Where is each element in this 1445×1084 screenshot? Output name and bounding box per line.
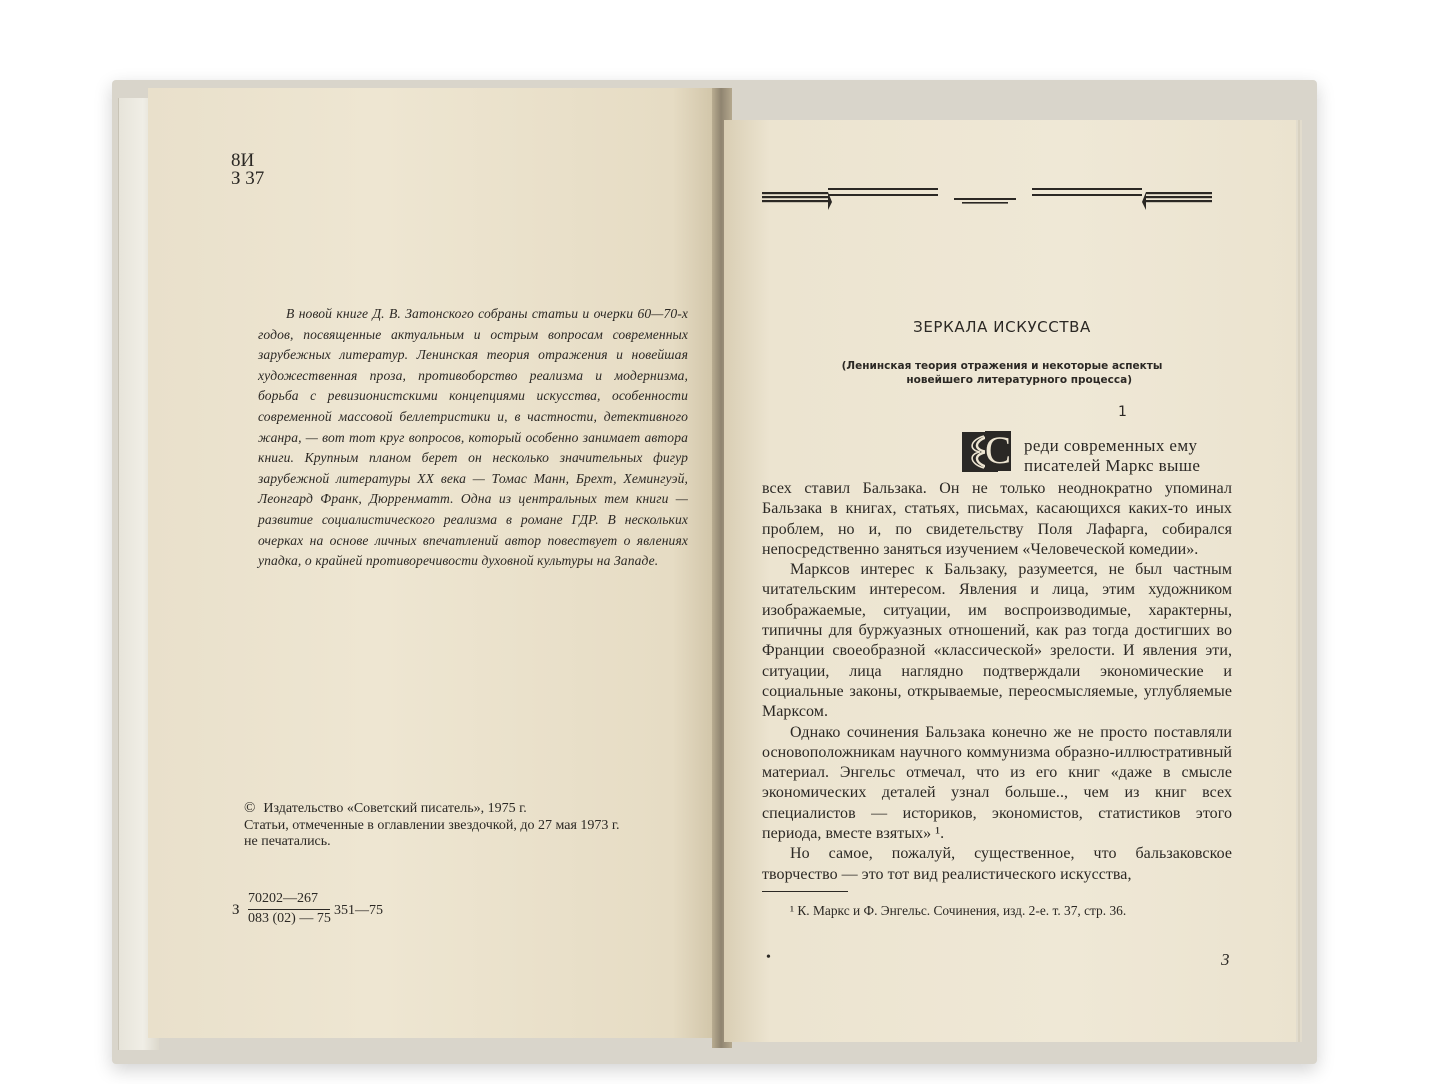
signature-mark: •	[766, 950, 771, 965]
index-fraction-rule	[248, 909, 330, 910]
footnote: ¹ К. Маркс и Ф. Энгельс. Сочинения, изд. 2-е. т. 37, стр. 36.	[790, 903, 1127, 918]
paragraph: всех ставил Бальзака. Он не только неоднократно упоминал Бальзака в книгах, статьях, письмах, касающихся каких-то иных проблем, но и, по свидетельству Поля Лафарга, собирался непосредственно заняться изучением «Человеческой комедии».	[762, 480, 1232, 558]
chapter-ornament	[762, 182, 1212, 212]
index-denominator: 083 (02) — 75	[248, 911, 331, 926]
chapter-subtitle-line2: новейшего литературного процесса)	[906, 374, 1132, 386]
chapter-subtitle-line1: (Ленинская теория отражения и некоторые аспекты	[841, 360, 1163, 372]
index-suffix: 351—75	[334, 903, 383, 918]
copyright-text: Издательство «Советский писатель», 1975 г.	[263, 801, 527, 816]
index-prefix: З	[232, 902, 240, 918]
footnote-rule	[762, 891, 848, 892]
copyright-line	[244, 800, 527, 817]
paragraph: Однако сочинения Бальзака конечно же не просто поставляли основоположникам научного коммунизма образно-иллюстративный материал. Энгельс отмечал, что из его книг «даже в смысле экономических деталей узнал больше.., чем из книг всех специалистов — историков, экономистов, статистиков этого периода, вместе взятых» ¹.	[762, 723, 1232, 843]
chapter-body	[762, 479, 1232, 885]
author-code: З 37	[231, 168, 265, 189]
publication-note-line2: не печатались.	[244, 834, 331, 849]
page-number: 3	[1221, 950, 1230, 969]
drop-cap-line1: реди современных ему	[1024, 436, 1198, 455]
index-numerator: 70202—267	[248, 891, 318, 906]
library-code: 8И	[231, 150, 255, 171]
paragraph: Но самое, пожалуй, существенное, что бальзаковское творчество — это тот вид реалистического искусства,	[762, 845, 1232, 883]
publication-note-line1: Статьи, отмеченные в оглавлении звездочкой, до 27 мая 1973 г.	[244, 818, 620, 833]
section-number: 1	[1118, 404, 1127, 420]
book-abstract: В новой книге Д. В. Затонского собраны статьи и очерки 60—70-х годов, посвященные актуальным и острым вопросам современных зарубежных литератур. Ленинская теория отражения и новейшая художественная проза, противоборство реализма и модернизма, борьба с ревизионистскими концепциями искусства, особенности современной массовой беллетристики и, в частности, детективного жанра, — вот тот круг вопросов, который особенно занимает автора книги. Крупным планом берет он несколько значительных фигур зарубежной литературы XX века — Томас Манн, Брехт, Хемингуэй, Леонгард Франк, Дюрренматт. Одна из центральных тем книги — развитие социалистического реализма в романе ГДР. В нескольких очерках на основе личных впечатлений автор повествует о явлениях упадка, о крайней противоречивости духовной культуры на Западе.	[258, 306, 688, 569]
chapter-title: ЗЕРКАЛА ИСКУССТВА	[913, 318, 1091, 336]
drop-cap-letter: С	[985, 429, 1012, 472]
drop-cap-line2: писателей Маркс выше	[1024, 456, 1201, 475]
copyright-symbol: ©	[244, 800, 256, 816]
paragraph: Марксов интерес к Бальзаку, разумеется, не был частным читательским интересом. Явления и лица, этим художником изображаемые, ситуации, им воспроизводимые, характерны, типичны для буржуазных отношений, как раз тогда достигших во Франции своеобразной «классической» зрелости. И явления эти, ситуации, лица наглядно подтверждали экономические и социальные законы, открываемые, переосмысляемые, углубляемые Марксом.	[762, 561, 1232, 721]
